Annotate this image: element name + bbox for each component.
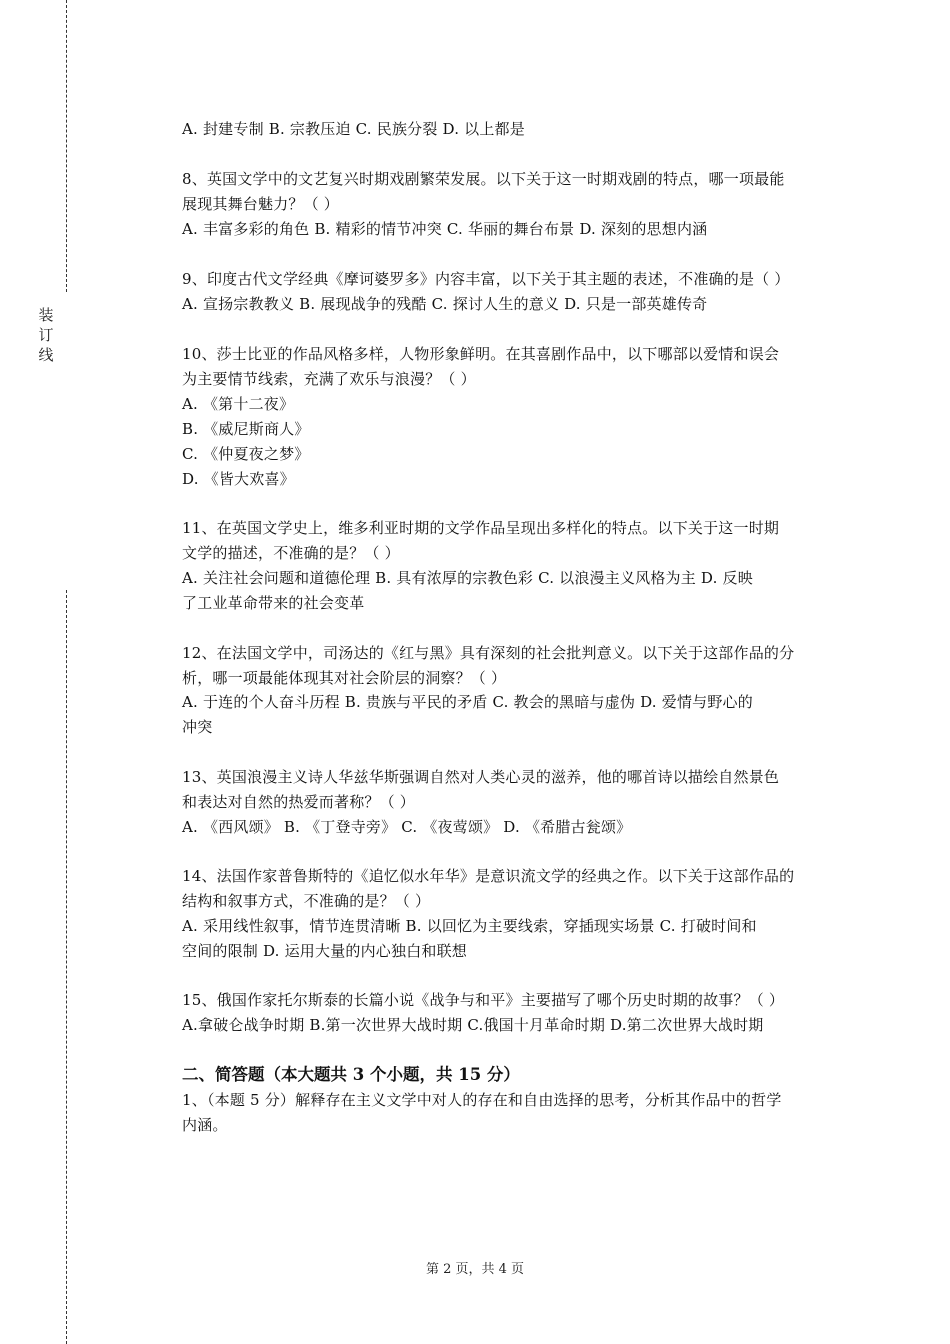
q9-options: A. 宣扬宗教教义 B. 展现战争的残酷 C. 探讨人生的意义 D. 只是一部英雄传奇 — [182, 295, 708, 313]
binding-line-bottom — [66, 590, 67, 1344]
q10-text-cont: 为主要情节线索，充满了欢乐与浪漫？（ ） — [182, 370, 476, 388]
q8-text-cont: 展现其舞台魅力？（ ） — [182, 195, 339, 213]
page-number-footer: 第 2 页，共 4 页 — [425, 1262, 525, 1277]
binding-char: 线 — [38, 346, 54, 364]
q10-option-d: D. 《皆大欢喜》 — [182, 470, 295, 488]
binding-char: 装 — [38, 306, 54, 324]
section-two-heading: 二、简答题（本大题共 3 个小题，共 15 分） — [182, 1065, 520, 1084]
binding-label — [36, 305, 56, 365]
q11-text: 11、在英国文学史上，维多利亚时期的文学作品呈现出多样化的特点。以下关于这一时期 — [182, 519, 780, 537]
q7-options: A. 封建专制 B. 宗教压迫 C. 民族分裂 D. 以上都是 — [182, 120, 525, 138]
q14-text-cont: 结构和叙事方式，不准确的是？（ ） — [182, 892, 431, 910]
q11-options-cont: 了工业革命带来的社会变革 — [182, 594, 365, 612]
binding-char: 订 — [38, 326, 54, 344]
sa1-text: 1、（本题 5 分）解释存在主义文学中对人的存在和自由选择的思考，分析其作品中的哲学 — [182, 1091, 782, 1109]
q11-text-cont: 文学的描述，不准确的是？（ ） — [182, 544, 400, 562]
q12-options-cont: 冲突 — [182, 718, 213, 736]
q12-options: A. 于连的个人奋斗历程 B. 贵族与平民的矛盾 C. 教会的黑暗与虚伪 D. 爱情与野心的 — [182, 693, 753, 711]
q12-text: 12、在法国文学中，司汤达的《红与黑》具有深刻的社会批判意义。以下关于这部作品的分 — [182, 644, 795, 662]
q15-text: 15、俄国作家托尔斯泰的长篇小说《战争与和平》主要描写了哪个历史时期的故事？（ ） — [182, 991, 785, 1009]
q10-option-a: A. 《第十二夜》 — [182, 395, 295, 413]
q11-options: A. 关注社会问题和道德伦理 B. 具有浓厚的宗教色彩 C. 以浪漫主义风格为主 D. 反映 — [182, 569, 753, 587]
q14-options-cont: 空间的限制 D. 运用大量的内心独白和联想 — [182, 942, 467, 960]
q8-options: A. 丰富多彩的角色 B. 精彩的情节冲突 C. 华丽的舞台布景 D. 深刻的思想内涵 — [182, 220, 708, 238]
q13-text-cont: 和表达对自然的热爱而著称？（ ） — [182, 793, 415, 811]
q10-option-b: B. 《威尼斯商人》 — [182, 420, 310, 438]
q10-option-c: C. 《仲夏夜之梦》 — [182, 445, 310, 463]
q9-text: 9、印度古代文学经典《摩诃婆罗多》内容丰富，以下关于其主题的表述，不准确的是（ ） — [182, 270, 790, 288]
q14-text: 14、法国作家普鲁斯特的《追忆似水年华》是意识流文学的经典之作。以下关于这部作品的 — [182, 867, 795, 885]
q14-options: A. 采用线性叙事，情节连贯清晰 B. 以回忆为主要线索，穿插现实场景 C. 打破时间和 — [182, 917, 757, 935]
binding-line-top — [66, 0, 67, 292]
sa1-text-cont: 内涵。 — [182, 1116, 228, 1134]
q10-text: 10、莎士比亚的作品风格多样，人物形象鲜明。在其喜剧作品中，以下哪部以爱情和误会 — [182, 345, 780, 363]
q15-options: A.拿破仑战争时期 B.第一次世界大战时期 C.俄国十月革命时期 D.第二次世界大战时期 — [182, 1016, 764, 1034]
q8-text: 8、英国文学中的文艺复兴时期戏剧繁荣发展。以下关于这一时期戏剧的特点，哪一项最能 — [182, 170, 785, 188]
q13-options: A. 《西风颂》 B. 《丁登寺旁》 C. 《夜莺颂》 D. 《希腊古瓮颂》 — [182, 818, 632, 836]
q13-text: 13、英国浪漫主义诗人华兹华斯强调自然对人类心灵的滋养，他的哪首诗以描绘自然景色 — [182, 768, 780, 786]
q12-text-cont: 析，哪一项最能体现其对社会阶层的洞察？（ ） — [182, 669, 507, 687]
